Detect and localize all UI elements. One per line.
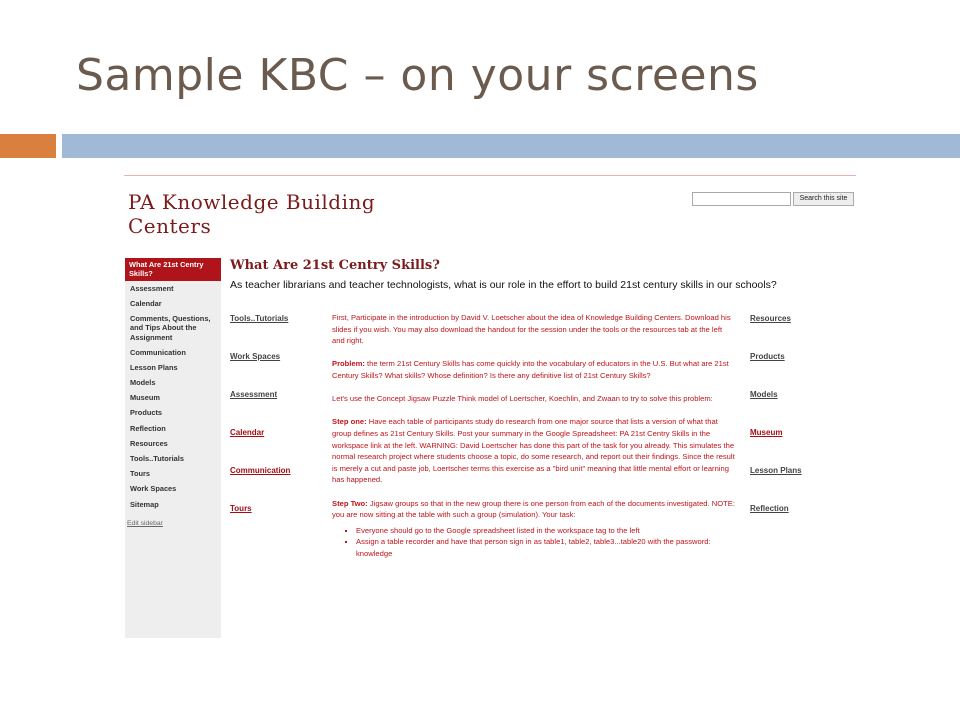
sidebar-item-museum[interactable]: Museum (130, 393, 160, 403)
step-one-label: Step one: (332, 417, 367, 427)
right-link-column (750, 313, 850, 541)
problem-paragraph (332, 358, 736, 381)
article-body (332, 312, 736, 559)
edit-sidebar-link[interactable]: Edit sidebar (127, 520, 163, 528)
main-content (230, 258, 850, 291)
header-rule (124, 175, 856, 176)
problem-text: the term 21st Century Skills has come quickly into the vocabulary of educators in the U.S. But what are 21st Century Skills? What skills? Whose definition? Is there any definitive list of 21st Century Skills? (332, 359, 729, 380)
step-two-text: Jigsaw groups so that in the new group there is one person from each of the documents investigated. NOTE: you are now sitting at the table with such a group (simulation). Your task: (332, 498, 735, 520)
sidebar-item-tools-tutorials[interactable]: Tools..Tutorials (130, 453, 184, 463)
link-models[interactable]: Models (750, 390, 778, 399)
step-two-paragraph (332, 498, 736, 521)
link-resources[interactable]: Resources (750, 314, 791, 323)
list-item: ▪ Assign a table recorder and have that person sign in as table1, table2, table3...table20 with the password: knowledge (356, 536, 736, 559)
link-work-spaces[interactable]: Work Spaces (230, 352, 281, 361)
sidebar-item-resources[interactable]: Resources (130, 438, 168, 448)
step-two-label: Step Two: (332, 498, 368, 508)
left-link-column (230, 313, 320, 541)
task-list (332, 525, 736, 560)
link-reflection[interactable]: Reflection (750, 504, 789, 513)
sidebar-item-products[interactable]: Products (130, 408, 163, 418)
website-screenshot (124, 172, 856, 638)
problem-label: Problem: (332, 359, 365, 369)
step-one-text: Have each table of participants study do research from one major source that lists a version of what that group defines as 21st Century Skills. Post your summary in the Google Spreadsheet: PA 21st Centry Skills in the workspace link at the left. WARNING: David Loertscher has done this part of the task for you already. This simulates the normal research project where students choose a topic, do some research, and report out their findings. Since the result is merely a cut and paste job, Loertscher terms this exercise as a "bird unit" meaning that little mental effort or learning has happened. (332, 417, 735, 485)
sidebar-item-tours[interactable]: Tours (130, 469, 150, 479)
site-title[interactable]: PA Knowledge Building Centers (128, 190, 376, 238)
sidebar-item-reflection[interactable]: Reflection (130, 423, 166, 433)
step-one-paragraph (332, 416, 736, 486)
sidebar-item-sitemap[interactable]: Sitemap (130, 499, 159, 509)
page-subtitle: As teacher librarians and teacher technologists, what is our role in the effort to build 21st century skills in our schools? (230, 279, 777, 291)
title-underline-bar (62, 134, 960, 158)
link-tours[interactable]: Tours (230, 504, 252, 513)
list-item: ▪ Everyone should go to the Google spreadsheet listed in the workspace tag to the left (356, 525, 736, 537)
sidebar-item-models[interactable]: Models (130, 378, 156, 388)
search-button[interactable]: Search this site (793, 192, 854, 206)
search-input[interactable] (692, 192, 791, 206)
sidebar-item-assessment[interactable]: Assessment (130, 283, 174, 293)
link-lesson-plans[interactable]: Lesson Plans (750, 466, 802, 475)
intro-paragraph: First, Participate in the introduction by David V. Loetscher about the idea of Knowledge Building Centers. Download his slides if you wish. You may also download the handout for the session under the tools or the resources tab at the left and right. (332, 313, 731, 346)
link-museum[interactable]: Museum (750, 428, 783, 437)
link-products[interactable]: Products (750, 352, 785, 361)
sidebar-item-communication[interactable]: Communication (130, 347, 186, 357)
page-heading: What Are 21st Centry Skills? (230, 258, 440, 273)
jigsaw-paragraph: Let's use the Concept Jigsaw Puzzle Think model of Loertscher, Koechlin, and Zwaan to try to solve this problem: (332, 394, 713, 404)
slide-title: Sample KBC – on your screens (76, 50, 759, 101)
link-assessment[interactable]: Assessment (230, 390, 278, 399)
sidebar (125, 258, 221, 638)
link-tools-tutorials[interactable]: Tools..Tutorials (230, 314, 289, 323)
accent-bar (0, 134, 56, 158)
link-communication[interactable]: Communication (230, 466, 291, 475)
sidebar-item-work-spaces[interactable]: Work Spaces (130, 484, 177, 494)
sidebar-item-what-are-21st-centry-skills[interactable]: What Are 21st Centry Skills? (125, 258, 221, 281)
link-calendar[interactable]: Calendar (230, 428, 265, 437)
sidebar-item-comments[interactable]: Comments, Questions, and Tips About the Assignment (130, 313, 211, 342)
sidebar-item-calendar[interactable]: Calendar (130, 298, 162, 308)
sidebar-item-lesson-plans[interactable]: Lesson Plans (130, 362, 178, 372)
